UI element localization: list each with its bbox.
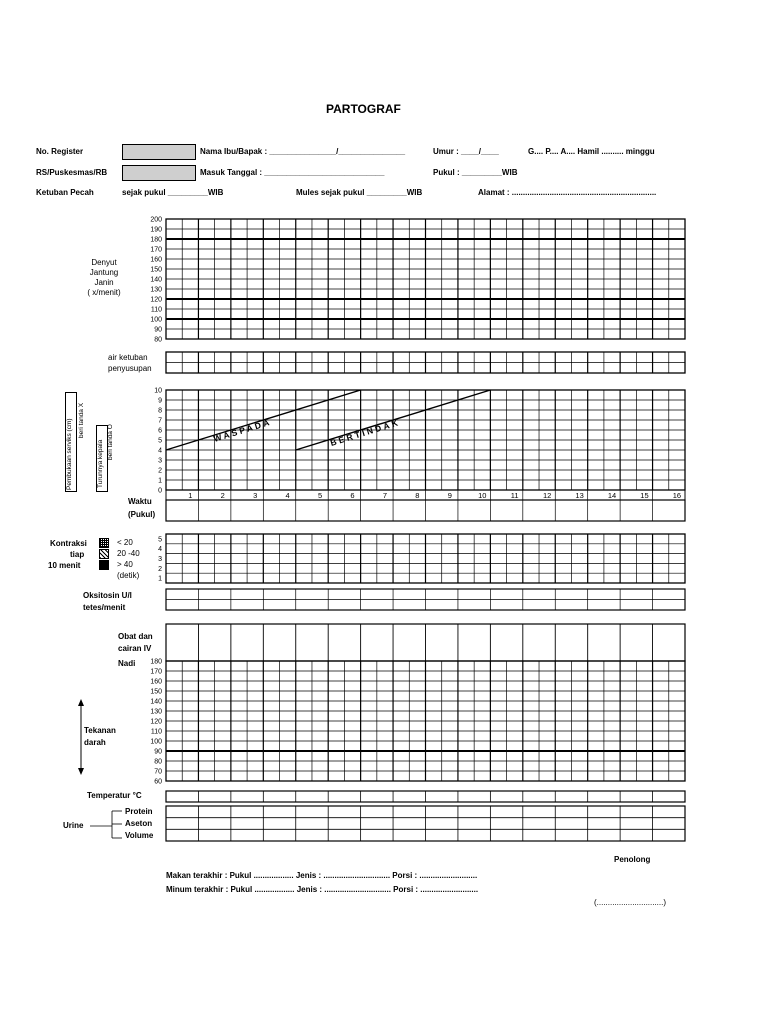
alamat-field[interactable]: Alamat : ................................................................. bbox=[478, 188, 657, 197]
djj-tick: 160 bbox=[150, 256, 162, 264]
oksitosin-label: Oksitosin U/l bbox=[83, 591, 132, 600]
kontraksi-tiap-label: tiap bbox=[70, 550, 85, 559]
nadi-tick: 60 bbox=[154, 778, 162, 786]
kontraksi-tick: 2 bbox=[158, 565, 162, 573]
nadi-tick: 180 bbox=[150, 658, 162, 666]
pukul-label: (Pukul) bbox=[128, 510, 156, 519]
kontraksi-10-menit-label: 10 menit bbox=[48, 561, 81, 570]
waspada-label: WASPADA bbox=[212, 416, 273, 444]
djj-tick: 90 bbox=[154, 326, 162, 334]
cervix-tick: 7 bbox=[158, 417, 162, 425]
sejak-pukul-field[interactable]: sejak pukul _________WIB bbox=[122, 188, 224, 197]
temperatur-label: Temperatur °C bbox=[87, 791, 142, 800]
darah-label: darah bbox=[84, 738, 106, 747]
kontraksi-tick: 1 bbox=[158, 575, 162, 583]
djj-tick: 150 bbox=[150, 266, 162, 274]
hour-label: 15 bbox=[640, 491, 649, 500]
hour-label: 2 bbox=[220, 491, 225, 500]
urine-aseton-label: Aseton bbox=[125, 819, 153, 828]
djj-tick: 180 bbox=[150, 236, 162, 244]
cervix-tick: 5 bbox=[158, 437, 162, 445]
hour-label: 9 bbox=[447, 491, 452, 500]
djj-tick: 170 bbox=[150, 246, 162, 254]
air-ketuban-label: air ketuban bbox=[108, 353, 148, 362]
waktu-label: Waktu bbox=[128, 497, 152, 506]
legend-detik: (detik) bbox=[117, 571, 140, 580]
hour-label: 1 bbox=[188, 491, 193, 500]
obat-label: Obat dan bbox=[118, 632, 153, 641]
urine-label: Urine bbox=[63, 821, 84, 830]
gpa-field[interactable]: G.... P.... A.... Hamil .......... minggu bbox=[528, 147, 655, 156]
nadi-tick: 110 bbox=[150, 728, 162, 736]
rs-label: RS/Puskesmas/RB bbox=[36, 168, 108, 177]
cervix-tick: 1 bbox=[158, 477, 162, 485]
djj-label-line: Janin bbox=[94, 278, 114, 287]
legend-solid-swatch bbox=[99, 560, 109, 570]
umur-field[interactable]: Umur : ____/____ bbox=[433, 147, 499, 156]
djj-tick: 190 bbox=[150, 226, 162, 234]
pukul-field[interactable]: Pukul : _________WIB bbox=[433, 168, 518, 177]
tekanan-arrow-down bbox=[78, 768, 84, 775]
nadi-tick: 80 bbox=[154, 758, 162, 766]
tekanan-label: Tekanan bbox=[84, 726, 116, 735]
beri-tanda-x-label: beri tanda X bbox=[78, 402, 85, 438]
beri-tanda-o-label: beri tanda O bbox=[107, 424, 114, 460]
legend-lt20: < 20 bbox=[117, 538, 133, 547]
nadi-tick: 120 bbox=[150, 718, 162, 726]
urine-volume-label: Volume bbox=[125, 831, 154, 840]
legend-gt40: > 40 bbox=[117, 560, 133, 569]
nadi-label: Nadi bbox=[118, 659, 136, 668]
cairan-iv-label: cairan IV bbox=[118, 644, 152, 653]
bertindak-label: BERTINDAK bbox=[329, 416, 402, 448]
kontraksi-tick: 3 bbox=[158, 556, 162, 563]
cervix-tick: 2 bbox=[158, 467, 162, 475]
hour-label: 5 bbox=[317, 491, 323, 500]
mules-field[interactable]: Mules sejak pukul _________WIB bbox=[296, 188, 423, 197]
hour-label: 16 bbox=[672, 491, 682, 500]
tekanan-arrow-up bbox=[78, 699, 84, 706]
nadi-tick: 160 bbox=[150, 678, 162, 686]
djj-tick: 100 bbox=[150, 316, 162, 324]
legend-20-40: 20 -40 bbox=[117, 549, 140, 558]
nadi-tick: 70 bbox=[154, 768, 162, 776]
nadi-tick: 100 bbox=[150, 738, 162, 746]
djj-tick: 130 bbox=[150, 286, 162, 294]
djj-tick: 110 bbox=[150, 306, 162, 314]
djj-label-line: Jantung bbox=[89, 268, 119, 277]
nama-field[interactable]: Nama Ibu/Bapak : _______________/_______________ bbox=[200, 147, 406, 156]
djj-tick: 200 bbox=[150, 216, 162, 224]
hour-label: 11 bbox=[510, 491, 519, 500]
no-register-label: No. Register bbox=[36, 147, 84, 156]
urine-protein-label: Protein bbox=[125, 807, 153, 816]
hour-label: 6 bbox=[350, 491, 355, 500]
hour-label: 10 bbox=[478, 491, 487, 500]
nadi-tick: 90 bbox=[154, 748, 162, 756]
kontraksi-tick: 4 bbox=[158, 546, 162, 554]
djj-label bbox=[76, 258, 132, 298]
nadi-tick: 130 bbox=[150, 708, 162, 716]
minum-terakhir-field[interactable]: Minum terakhir : Pukul .................. Jenis : .............................. Porsi : .......................... bbox=[166, 885, 479, 894]
pembukaan-serviks-label: Pembukaan serviks (cm) bbox=[66, 418, 73, 490]
hour-label: 12 bbox=[542, 491, 552, 500]
hour-label: 7 bbox=[382, 491, 388, 500]
penyusupan-label: penyusupan bbox=[108, 364, 152, 373]
cervix-tick: 6 bbox=[158, 427, 162, 435]
hour-label: 4 bbox=[285, 491, 290, 500]
kontraksi-label: Kontraksi bbox=[50, 539, 87, 548]
nadi-tick: 170 bbox=[150, 668, 162, 676]
djj-tick: 80 bbox=[154, 336, 162, 344]
legend-hatch-swatch bbox=[99, 549, 109, 559]
tetes-menit-label: tetes/menit bbox=[83, 603, 126, 612]
makan-terakhir-field[interactable]: Makan terakhir : Pukul .................. Jenis : .............................. Porsi : .......................... bbox=[166, 871, 478, 880]
kontraksi-tick: 5 bbox=[158, 536, 162, 544]
djj-label-line: ( x/menit) bbox=[87, 288, 121, 297]
cervix-tick: 10 bbox=[154, 387, 162, 395]
signature-line[interactable]: (..............................) bbox=[594, 898, 667, 907]
hour-label: 3 bbox=[253, 491, 258, 500]
hour-label: 8 bbox=[415, 491, 420, 500]
djj-tick: 120 bbox=[150, 296, 162, 304]
masuk-tanggal-field[interactable]: Masuk Tanggal : ___________________________ bbox=[200, 168, 385, 177]
nadi-tick: 140 bbox=[150, 698, 162, 706]
cervix-tick: 9 bbox=[158, 397, 162, 405]
djj-tick: 140 bbox=[150, 276, 162, 284]
turunnya-kepala-label: Turunnya kepala bbox=[97, 439, 104, 488]
cervix-tick: 0 bbox=[158, 487, 162, 495]
hour-label: 13 bbox=[575, 491, 584, 500]
nadi-tick: 150 bbox=[150, 688, 162, 696]
legend-dots-swatch bbox=[99, 538, 109, 548]
page-title: PARTOGRAF bbox=[326, 102, 401, 116]
penolong-label: Penolong bbox=[614, 855, 651, 864]
ketuban-label: Ketuban Pecah bbox=[36, 188, 94, 197]
cervix-tick: 8 bbox=[158, 407, 162, 415]
djj-label-line: Denyut bbox=[91, 258, 117, 267]
cervix-tick: 4 bbox=[158, 447, 162, 455]
cervix-tick: 3 bbox=[158, 457, 162, 465]
hour-label: 14 bbox=[607, 491, 617, 500]
